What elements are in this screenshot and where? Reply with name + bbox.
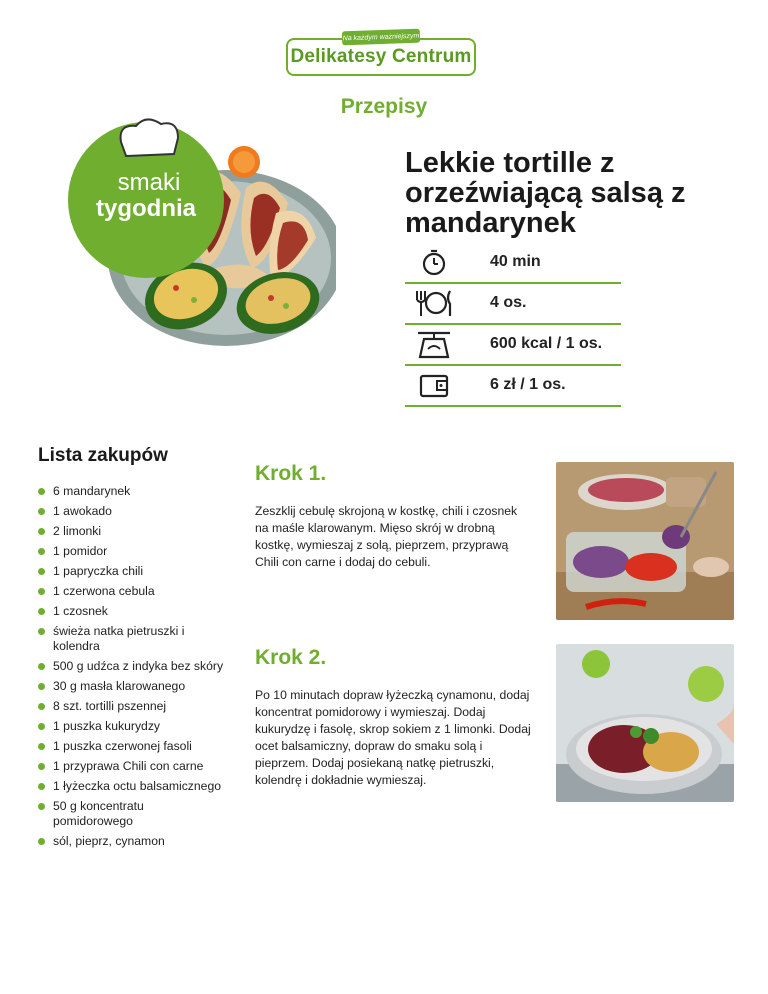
step-2-text: Po 10 minutach dopraw łyżeczką cynamonu, dodaj koncentrat pomidorowy i wymieszaj. Dodaj kukurydzę i fasolę, skrop sokiem z 1 limonki. Dodaj ocet balsamiczny, dopraw do smaku solą i pieprzem. Dodaj posiekaną natkę pietruszki, kolendrę i dokładnie wymieszaj. bbox=[255, 688, 531, 787]
list-item: 500 g udźca z indyka bez skóry bbox=[38, 659, 248, 674]
brand-tagline: Na każdym ważniejszym bbox=[342, 29, 420, 46]
step-1-text: Zeszklij cebulę skrojoną w kostkę, chili i czosnek na maśle klarowanym. Mięso skrój w drobną kostkę, wymieszaj z solą, pieprzem, przyprawą Chili con carne i dodaj do cebuli. bbox=[255, 504, 518, 569]
list-item: 50 g koncentratu pomidorowego bbox=[38, 799, 173, 829]
list-item: 1 papryczka chili bbox=[38, 564, 248, 579]
step-1-title: Krok 1. bbox=[255, 462, 327, 485]
shopping-list-title: Lista zakupów bbox=[38, 445, 168, 466]
step-2-photo bbox=[556, 644, 734, 802]
step-1-photo bbox=[556, 462, 734, 620]
step-2-title: Krok 2. bbox=[255, 646, 327, 669]
list-item: 1 puszka czerwonej fasoli bbox=[38, 739, 248, 754]
list-item: 1 przyprawa Chili con carne bbox=[38, 759, 248, 774]
list-item: 1 czerwona cebula bbox=[38, 584, 248, 599]
info-price bbox=[405, 364, 621, 407]
list-item: 8 szt. tortilli pszennej bbox=[38, 699, 248, 714]
info-price-value: 6 zł / 1 os. bbox=[490, 375, 566, 393]
list-item: 1 pomidor bbox=[38, 544, 248, 559]
hero-image bbox=[66, 118, 336, 368]
info-time bbox=[405, 241, 621, 284]
info-calories bbox=[405, 323, 621, 366]
info-servings-value: 4 os. bbox=[490, 293, 527, 311]
brand-name: Delikatesy Centrum bbox=[290, 46, 472, 67]
list-item: świeża natka pietruszki i kolendra bbox=[38, 624, 203, 654]
info-calories-value: 600 kcal / 1 os. bbox=[490, 334, 603, 352]
badge-line2: tygodnia bbox=[96, 195, 196, 222]
list-item: 1 czosnek bbox=[38, 604, 248, 619]
info-servings bbox=[405, 282, 621, 325]
recipe-title: Lekkie tortille z orzeźwiającą salsą z mandarynek bbox=[405, 147, 686, 239]
scale-icon bbox=[405, 327, 463, 361]
list-item: sól, pieprz, cynamon bbox=[38, 834, 248, 849]
timer-icon bbox=[405, 245, 463, 279]
list-item: 1 łyżeczka octu balsamicznego bbox=[38, 779, 248, 794]
wallet-icon bbox=[405, 368, 463, 402]
section-title: Przepisy bbox=[340, 95, 428, 118]
info-time-value: 40 min bbox=[490, 252, 541, 270]
list-item: 1 awokado bbox=[38, 504, 248, 519]
badge-line1: smaki bbox=[117, 169, 181, 196]
shopping-list bbox=[38, 484, 248, 854]
list-item: 6 mandarynek bbox=[38, 484, 248, 499]
list-item: 30 g masła klarowanego bbox=[38, 679, 248, 694]
list-item: 1 puszka kukurydzy bbox=[38, 719, 248, 734]
list-item: 2 limonki bbox=[38, 524, 248, 539]
cutlery-plate-icon bbox=[405, 286, 463, 320]
